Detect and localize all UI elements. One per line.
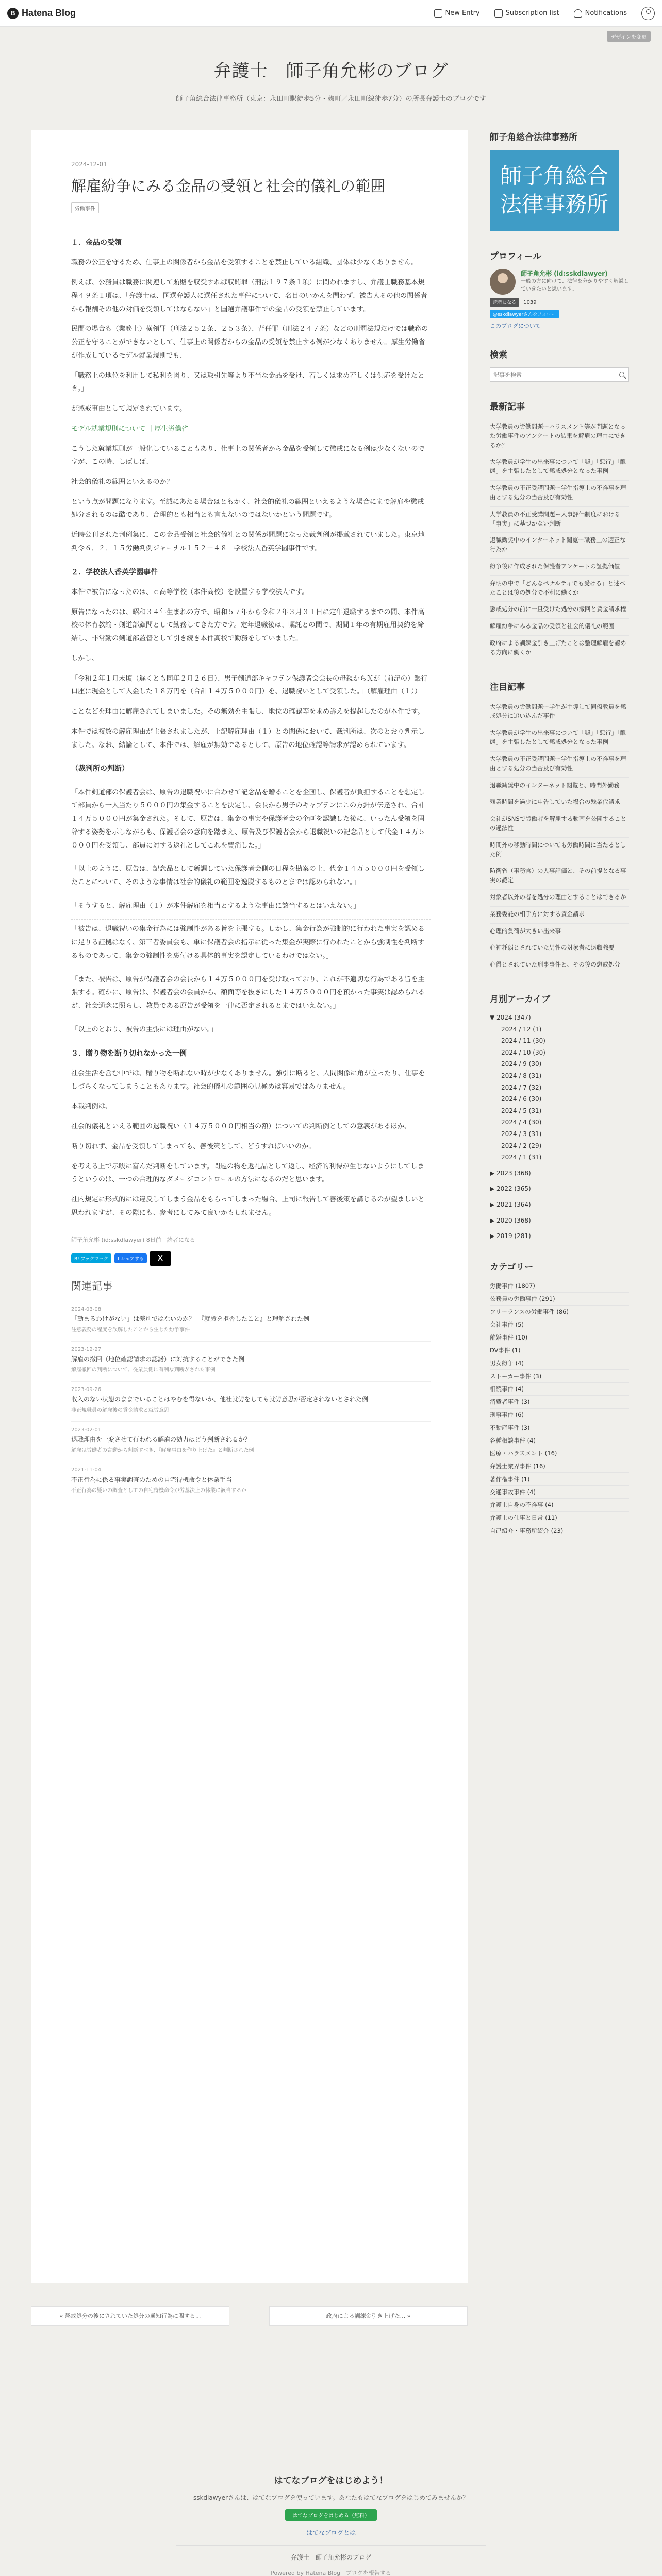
category-link[interactable]: 公務員の労働事件 (291) xyxy=(490,1293,629,1306)
related-title[interactable]: 「勤まるわけがない」は差別ではないのか？ 『就労を拒否したこと』と理解された例 xyxy=(71,1315,310,1323)
about-hatena-link[interactable]: はてなブログとは xyxy=(306,2529,356,2536)
follow-count: 1039 xyxy=(523,300,537,306)
category-link[interactable]: 離婚事件 (10) xyxy=(490,1331,629,1344)
related-date: 2023-02-01 xyxy=(71,1427,102,1433)
related-item[interactable] xyxy=(71,1341,431,1373)
related-title[interactable]: 退職理由を一変させて行われる解雇の効力はどう判断されるか？ xyxy=(71,1435,251,1443)
hatena-logo[interactable]: B Hatena Blog xyxy=(7,8,76,19)
pencil-icon xyxy=(434,9,442,18)
category-link[interactable]: 刑事事件 (6) xyxy=(490,1409,629,1421)
archive-month-link[interactable]: 2024 / 8 (31) xyxy=(501,1072,542,1080)
entry-category-badge[interactable]: 労働事件 xyxy=(71,202,99,213)
content-paragraph: 例えば、公務員は職務に関連して賄賂を収受すれば収賄罪（刑法１９７条１項）に問われますし、弁護士職務基本規程４９条１項は、「弁護士は、国選弁護人に選任された事件について、名目のいかんを問わず、被告人その他の関係者から報酬その他の対価を受領してはならない」と国選弁護事件での金品の受領を禁止しています。 xyxy=(71,279,427,313)
archive-month-link[interactable]: 2024 / 12 (1) xyxy=(501,1025,542,1033)
entry-content xyxy=(71,236,431,1219)
footer-promo-sub: sskdlawyerさんは、はてなブログを使っています。あなたもはてなブログをはじめてみませんか？ xyxy=(193,2494,469,2501)
content-quote: 「そうすると、解雇理由（１）が本件解雇を相当とするような事由に該当するとはいえない。」 xyxy=(71,896,431,913)
content-paragraph: 近時公刊された判例集に、この金品受領と社会的儀礼との関係が問題になった裁判例が掲載されていました。東京地判令６．２．１５労働判例ジャーナル１５２－４８ 学校法人香英学園事件です。 xyxy=(71,531,425,552)
content-paragraph: 本件では複数の解雇理由が主張されましたが、上記解雇理由（１）との関係において、裁判所は、次のとおり判示しました。なお、結論として、本件では、解雇が無効であるとして、原告の地位確認等請求が認められています。 xyxy=(71,727,425,749)
content-link[interactable]: モデル就業規則について ｜厚生労働省 xyxy=(71,425,189,433)
notifications-button[interactable]: Notifications xyxy=(574,9,627,18)
archive-year-link[interactable]: ▶ 2021 (364) xyxy=(490,1200,531,1208)
office-heading: 師子角総合法律事務所 xyxy=(490,132,577,143)
archive-month-link[interactable]: 2024 / 2 (29) xyxy=(501,1142,542,1149)
content-heading: （裁判所の判断） xyxy=(71,765,129,773)
content-paragraph: 社会的儀礼といえる範囲の退職祝い（１４万５０００円相当の額）についての判断例としての意義があるほか、 xyxy=(71,1123,411,1131)
content-quote: 「以上のとおり、被告の主張には理由がない。」 xyxy=(71,1020,431,1037)
content-paragraph: 本件で被告になったのは、ｃ高等学校（本件高校）を設置する学校法人です。 xyxy=(71,588,309,596)
notable-heading: 注目記事 xyxy=(490,682,525,692)
notable-entry-link[interactable]: 対象者以外の者を処分の理由とすることはできるか xyxy=(490,890,629,907)
footer-divider xyxy=(176,2545,486,2546)
related-item[interactable] xyxy=(71,1421,431,1453)
related-title[interactable]: 解雇の撤回（地位確認請求の認諾）に対抗することができた例 xyxy=(71,1355,245,1363)
content-quote: 「以上のように、原告は、記念品として新調していた保護者会側の日程を勘案の上、代金１４万５０００円を受領したことについて、そのような事情は社会的儀礼の範囲を逸脱するものとまでは認められない。」 xyxy=(71,859,431,889)
profile-box xyxy=(490,269,629,295)
category-heading: カテゴリー xyxy=(490,1262,534,1273)
content-paragraph: を考える上で示唆に富んだ判断をしています。問題の物を返礼品として返し、経済的利得が生じないようにしてしまうというのは、一つの合理的なダメージコントロールの方法になるのだと思います。 xyxy=(71,1162,424,1184)
content-paragraph: 民間の場合も（業務上）横領罪（刑法２５２条、２５３条）、背任罪（刑法２４７条）などの刑罰法規だけでは職務の公正を守ることができないとして、仕事上の関係者からの金品の受領を禁止する例が少なくありません。厚生労働省が作成しているモデル就業規則でも、 xyxy=(71,325,428,360)
latest-entry-link[interactable]: 大学教員の不正受講問題ー学生指導上の不祥事を理由とする処分の当否及び有効性 xyxy=(490,481,629,507)
latest-entry-link[interactable]: 懲戒処分の前に一旦受けた処分の撤回と賃金請求権 xyxy=(490,602,629,619)
notable-entry-link[interactable]: 心神耗弱とされていた男性の対象者に退職強要 xyxy=(490,940,629,957)
notable-entry-link[interactable]: 大学教員の不正受講問題ー学生指導上の不祥事を理由とする処分の当否及び有効性 xyxy=(490,752,629,778)
related-date: 2023-12-27 xyxy=(71,1346,102,1352)
content-paragraph: 「職務上の地位を利用して私利を図り、又は取引先等より不当な金品を受け、若しくは求め若しくは供応を受けたとき。」 xyxy=(71,371,425,393)
notable-list xyxy=(490,700,629,974)
archive-month-link[interactable]: 2024 / 1 (31) xyxy=(501,1154,542,1161)
related-heading: 関連記事 xyxy=(71,1279,112,1292)
content-paragraph: が懲戒事由として規定されています。 xyxy=(71,405,187,413)
content-paragraph: という点が問題になります。至誠にあたる場合はともかく、社会的儀礼の範囲といえるような場合にまで解雇や懲戒処分されるのは酷であり、合理的とも相当とも言えないのではないかという問題です。 xyxy=(71,498,424,519)
category-link[interactable]: 医療・ハラスメント (16) xyxy=(490,1447,629,1460)
notable-entry-link[interactable]: 心理的負荷が大きい出来事 xyxy=(490,924,629,941)
category-link[interactable]: 会社事件 (5) xyxy=(490,1318,629,1331)
edit-design-button[interactable]: デザインを変更 xyxy=(607,31,651,42)
latest-heading: 最新記事 xyxy=(490,402,525,412)
latest-entry-link[interactable]: 弁明の中で「どんなペナルティでも受ける」と述べたことは後の処分で不利に働くか xyxy=(490,576,629,602)
latest-entry-link[interactable]: 解雇紛争にみる金品の受領と社会的儀礼の範囲 xyxy=(490,619,629,636)
category-link[interactable]: 交通事故事件 (4) xyxy=(490,1486,629,1499)
prev-entry-link[interactable]: « 懲戒処分の後にされていた処分の通知行為に関する... xyxy=(31,2306,229,2326)
category-link[interactable]: 各種相談事件 (4) xyxy=(490,1434,629,1447)
content-paragraph: こうした就業規則が一般化していることもあり、仕事上の関係者から金品を受領して懲戒になる例は少なくないのですが、この時、しばしば、 xyxy=(71,445,425,466)
archive-year-link[interactable]: ▼ 2024 (347) xyxy=(490,1014,531,1022)
content-quote: 「被告は、退職祝いの集金行為には強制性がある旨を主張する。しかし、集金行為が強制的に行われた事実を認めるに足りる証拠はなく、第三者委員会も、単に保護者会の指示に従った集金が実際に行われたことから強制性を判断するものであって、集金の強制性を裏付ける具体的事実を認定しているわけではない。」 xyxy=(71,919,431,962)
notable-entry-link[interactable]: 退職勧奨中のインターネット閲覧と、時間外勤務 xyxy=(490,778,629,795)
entry-pager xyxy=(31,2306,468,2326)
related-summary: 解雇は労働者の言動から判断すべき、『解雇事由を作り上げた』と判断された例 xyxy=(71,1447,254,1453)
hatena-topbar xyxy=(0,0,662,27)
archive-year-link[interactable]: ▶ 2019 (281) xyxy=(490,1232,531,1240)
about-blog-link[interactable]: このブログについて xyxy=(490,323,541,329)
notable-entry-link[interactable]: 残業時間を過少に申告していた場合の残業代請求 xyxy=(490,794,629,811)
blog-description: 師子角総合法律事務所（東京：永田町駅徒歩5分・麹町／永田町線徒歩7分）の所長弁護士のブログです xyxy=(176,95,486,103)
archive-month-link[interactable]: 2024 / 6 (30) xyxy=(501,1095,542,1103)
content-paragraph: 社内規定に形式的には違反してしまう金品をもらってしまった場合、上司に報告して善後策を講じるのが望ましいと思われますが、その際にも、参考にしてみて良いかもしれません。 xyxy=(71,1196,425,1217)
archive-month-link[interactable]: 2024 / 5 (31) xyxy=(501,1107,542,1114)
content-paragraph: 社会的儀礼の範囲といえるのか？ xyxy=(71,478,173,486)
content-heading: ２．学校法人香英学園事件 xyxy=(71,568,158,577)
notable-entry-link[interactable]: 会社がSNSで労働者を解雇する動画を公開することの違法性 xyxy=(490,811,629,838)
new-entry-button[interactable]: New Entry xyxy=(434,9,480,18)
archive-year-link[interactable]: ▶ 2020 (368) xyxy=(490,1216,531,1224)
related-list xyxy=(71,1301,431,1494)
content-heading: ３．贈り物を断り切れなかった一例 xyxy=(71,1049,187,1058)
content-paragraph: 原告になったのは、昭和３４年生まれの方で、昭和５７年から令和２年３月３１日に定年退職するまでの間、本件高校の体育教諭・剣道部顧問として勤務してきた方です。定年退職後は、嘱託との間で、期間１年の有期雇用契約を締結し、非常勤の剣道部監督として引き続き本件高校で勤務をしていました。 xyxy=(71,608,425,643)
search-heading: 検索 xyxy=(490,350,507,360)
notable-entry-link[interactable]: 防衛省（事務官）の人事評価と、その前提となる事実の認定 xyxy=(490,863,629,890)
archive-month-link[interactable]: 2024 / 9 (30) xyxy=(501,1060,542,1068)
archive-month-link[interactable]: 2024 / 11 (30) xyxy=(501,1037,545,1045)
notable-entry-link[interactable]: 業務委託の相手方に対する賃金請求 xyxy=(490,907,629,924)
latest-entry-link[interactable]: 大学教員が学生の出来事について「嘘」「悪行」「醜態」を主張したとして懲戒処分となった事例 xyxy=(490,454,629,481)
entry-footer-meta: 師子角允彬 (id:sskdlawyer) 8日前 読者になる xyxy=(71,1236,195,1243)
notable-entry-link[interactable]: 時間外の移動時間についても労働時間に当たるとした例 xyxy=(490,838,629,864)
twitter-follow-button[interactable]: @sskdlawyerさんをフォロー xyxy=(490,310,559,318)
content-heading: １．金品の受領 xyxy=(71,239,122,247)
search-input[interactable] xyxy=(490,368,615,381)
category-link[interactable]: 不動産事件 (3) xyxy=(490,1421,629,1434)
latest-entry-link[interactable]: 政府による訓練金引き上げたことは整理解雇を認める方向に働くか xyxy=(490,636,629,662)
latest-entry-link[interactable]: 大学教員の不正受講問題ー人事評価制度における「事実」に基づかない判断 xyxy=(490,507,629,533)
archive-year-link[interactable]: ▶ 2022 (365) xyxy=(490,1185,531,1193)
archive-month-link[interactable]: 2024 / 3 (31) xyxy=(501,1130,542,1138)
office-logo[interactable]: 師子角総合法律事務所 xyxy=(490,150,619,231)
related-date: 2024-03-08 xyxy=(71,1306,102,1312)
profile-description: 一般の方に向けて、法律を分かりやすく解説していきたいと思います。 xyxy=(521,279,629,292)
search-icon xyxy=(619,372,624,377)
content-paragraph: 本裁判例は、 xyxy=(71,1103,112,1111)
category-link[interactable]: 弁護士業界事件 (16) xyxy=(490,1460,629,1473)
entry-date[interactable]: 2024-12-01 xyxy=(71,161,107,168)
related-summary: 解雇撤回の判断について、従業員側に有利な判断がされた事例 xyxy=(71,1367,216,1373)
content-paragraph: 断り切れず、金品を受領してしまっても、善後策として、どうすればいいのか。 xyxy=(71,1142,316,1150)
entry-title[interactable]: 解雇紛争にみる金品の受領と社会的儀礼の範囲 xyxy=(71,177,386,195)
footer-promo: はてなブログをはじめよう！ xyxy=(274,2476,388,2486)
notable-entry-link[interactable]: 大学教員の労働問題ー学生が主導して同僚教員を懲戒処分に追い込んだ事件 xyxy=(490,700,629,726)
footer-blog-name[interactable]: 弁護士 師子角允彬のブログ xyxy=(290,2554,371,2561)
x-share-button[interactable]: X xyxy=(150,1251,171,1266)
latest-list xyxy=(490,419,629,662)
related-date: 2023-09-26 xyxy=(71,1386,102,1393)
latest-entry-link[interactable]: 大学教員の労働問題ーハラスメント等が問題となった労働事件のアンケートの結果を解雇の理由にできるか？ xyxy=(490,419,629,454)
archive-month-link[interactable]: 2024 / 10 (30) xyxy=(501,1048,545,1056)
user-avatar-icon[interactable] xyxy=(641,7,655,20)
entry-article xyxy=(31,130,468,2283)
bell-icon xyxy=(574,9,582,18)
related-summary: 不正行為の疑いの調査としての自宅待機命令が労基法上の休業に該当するか xyxy=(71,1487,246,1494)
category-link[interactable]: DV事件 (1) xyxy=(490,1344,629,1357)
category-link[interactable]: 弁護士自身の不祥事 (4) xyxy=(490,1499,629,1512)
content-paragraph: 「令和２年１月末頃（遅くとも同年２月２６日）、男子剣道部キャプテン保護者会会長の母親からＸが（前記の）銀行口座に現金として入金した１８万円を（合計１４万５０００円）を、退職祝いとして受領した。」（解雇理由（１）） xyxy=(71,674,428,696)
book-icon xyxy=(494,9,503,18)
footer-powered: Powered by Hatena Blog | ブログを報告する xyxy=(271,2570,391,2576)
latest-entry-link[interactable]: 紛争後に作成された保護者アンケートの証拠価値 xyxy=(490,559,629,576)
category-link[interactable]: 自己紹介・事務所紹介 (23) xyxy=(490,1524,629,1537)
category-link[interactable]: 消費者事件 (3) xyxy=(490,1396,629,1409)
latest-entry-link[interactable]: 退職勧奨中のインターネット閲覧ー職務上の適正な行為か xyxy=(490,533,629,559)
hatena-bookmark-button[interactable]: B! ブックマーク xyxy=(71,1253,111,1263)
sidebar xyxy=(490,130,629,1537)
next-entry-link[interactable]: 政府による訓練金引き上げた... » xyxy=(269,2306,468,2326)
archive-month-link[interactable]: 2024 / 7 (32) xyxy=(501,1083,542,1091)
category-link[interactable]: ストーカー事件 (3) xyxy=(490,1370,629,1383)
search-box xyxy=(490,367,629,382)
archive-month-link[interactable]: 2024 / 4 (30) xyxy=(501,1118,542,1126)
notable-entry-link[interactable]: 心得とされていた刑事事件と、その後の懲戒処分 xyxy=(490,957,629,974)
archive-list xyxy=(490,1012,629,1242)
category-link[interactable]: 男女紛争 (4) xyxy=(490,1357,629,1370)
subscription-list-button[interactable]: Subscription list xyxy=(494,9,559,18)
related-item[interactable] xyxy=(71,1381,431,1413)
follow-button[interactable]: 読者になる xyxy=(490,298,519,307)
notable-entry-link[interactable]: 大学教員が学生の出来事について「嘘」「悪行」「醜態」を主張したとして懲戒処分となった事例 xyxy=(490,725,629,752)
content-paragraph: しかし、 xyxy=(71,654,98,663)
page-footer xyxy=(0,2473,662,2576)
profile-name[interactable]: 師子角允彬 (id:sskdlawyer) xyxy=(521,270,608,277)
category-link[interactable]: 著作権事件 (1) xyxy=(490,1473,629,1486)
category-link[interactable]: 弁護士の仕事と日常 (11) xyxy=(490,1512,629,1524)
content-paragraph: 社会生活を営む中では、贈り物を断れない時が少なくありません。強引に断ると、人間関係に角が立ったり、仕事をしづらくなってしまうこともあります。社会的儀礼の範囲の見極めは容易ではありません。 xyxy=(71,1069,425,1091)
profile-heading: プロフィール xyxy=(490,251,542,262)
category-list xyxy=(490,1280,629,1537)
content-quote: 「また、被告は、原告が保護者会の会長から１４万５０００円を受け取っており、これが不適切な行為である旨を主張する。確かに、原告は、保護者会の会員から、額面等を抜きにした１４万５０００円を預かった事実は認められるが、社会通念に照らし、教員である原告が受領を一律に否定されるとまではいえない。」 xyxy=(71,970,431,1013)
related-date: 2021-11-04 xyxy=(71,1467,102,1473)
category-link[interactable]: フリーランスの労働事件 (86) xyxy=(490,1306,629,1318)
start-blog-button[interactable]: はてなブログをはじめる（無料） xyxy=(285,2509,377,2521)
related-summary: 注意義務の程度を誤解したことから生じた紛争事件 xyxy=(71,1327,190,1333)
content-paragraph: 職務の公正を守るため、仕事上の関係者から金品を受領することを禁止している組織、団体は少なくありません。 xyxy=(71,259,418,267)
related-title[interactable]: 不正行為に係る事実調査のための自宅待機命令と休業手当 xyxy=(71,1476,233,1483)
profile-avatar[interactable] xyxy=(490,269,516,295)
category-link[interactable]: 相続事件 (4) xyxy=(490,1383,629,1396)
blog-header xyxy=(0,27,662,130)
blog-title[interactable]: 弁護士 師子角允彬のブログ xyxy=(213,61,449,81)
content-paragraph: ことなどを理由に解雇されてしまいました。その無効を主張し、地位の確認等を求め訴えを提起したのが本件です。 xyxy=(71,708,424,716)
category-link[interactable]: 労働事件 (1807) xyxy=(490,1280,629,1293)
related-summary: 非正規職員の解雇後の賃金請求と就労意思 xyxy=(71,1407,169,1413)
hatena-logo-icon: B xyxy=(7,8,19,19)
share-buttons xyxy=(71,1251,431,1266)
facebook-share-button[interactable]: f シェアする xyxy=(114,1253,147,1263)
archive-heading: 月別アーカイブ xyxy=(490,994,551,1005)
related-item[interactable] xyxy=(71,1301,431,1333)
content-quote: 「本件剣道部の保護者会は、原告の退職祝いに合わせて記念品を贈ることを企画し、保護者が負担することを想定して部員から一人当たり５０００円の集金することを決定し、会長から男子のキャプテンにこの方針が伝達され、合計１４万５０００円が集金された。そして、原告は、集金の事実や保護者会の企画を認識した後に、いったん受領を固辞する姿勢を示しながらも、保護者会の意向を踏まえ、原告及び保護者会から退職祝いの記念品として代金１４万５０００円を受領し、部員に対する返礼としてこれを費消した。」 xyxy=(71,783,431,853)
related-title[interactable]: 収入のない状態のままでいることはやむを得ないか、他社就労をしても就労意思が否定されないとされた例 xyxy=(71,1395,369,1403)
search-button[interactable] xyxy=(615,368,628,381)
related-item[interactable] xyxy=(71,1462,431,1494)
archive-year-link[interactable]: ▶ 2023 (368) xyxy=(490,1169,531,1177)
